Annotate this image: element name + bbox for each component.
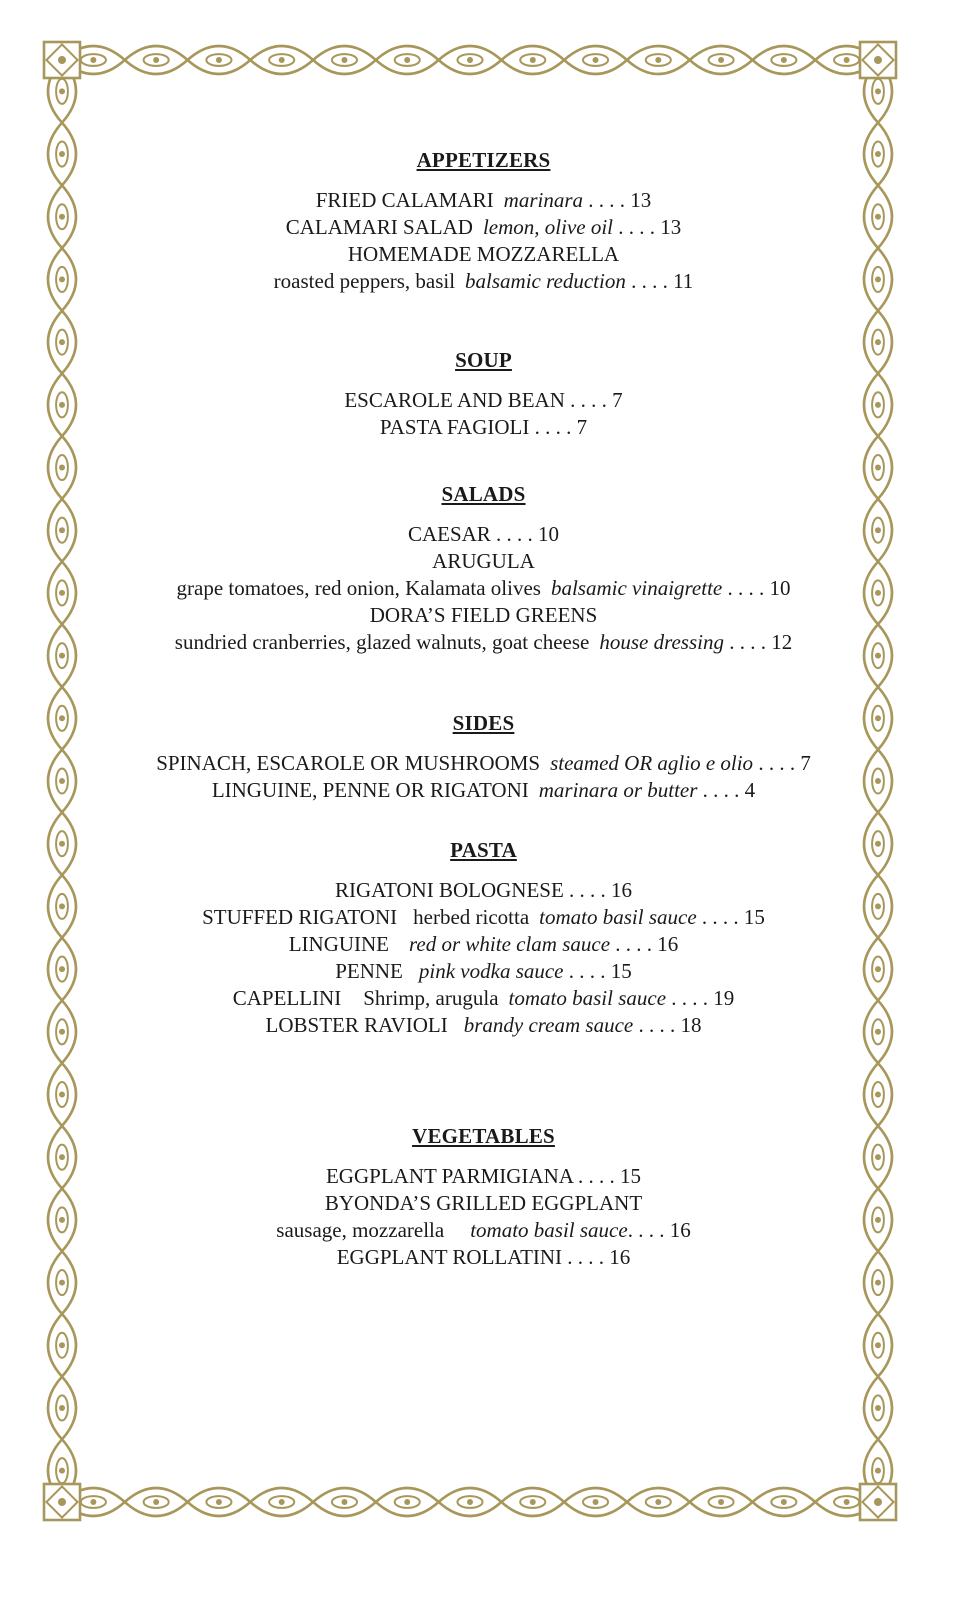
item-sauce: balsamic vinaigrette xyxy=(550,576,723,600)
menu-item-grilled-eggplant-details xyxy=(60,1217,907,1244)
menu-item-doras-field-greens xyxy=(60,602,907,629)
item-price: . . . . 15 xyxy=(563,959,632,983)
menu-item-spinach-escarole-mushrooms xyxy=(60,750,907,777)
menu-item-linguine-penne-rigatoni xyxy=(60,777,907,804)
menu-item-fried-calamari xyxy=(60,187,907,214)
menu-page xyxy=(100,0,867,1612)
section-title-appetizers: APPETIZERS xyxy=(416,148,551,172)
item-sauce: tomato basil sauce xyxy=(470,1218,628,1242)
item-price: . . . . 12 xyxy=(723,630,793,654)
menu-item-calamari-salad xyxy=(60,214,907,241)
item-name: CALAMARI SALAD xyxy=(285,215,473,239)
item-description: sausage, mozzarella xyxy=(276,1218,445,1242)
item-price: . . . . 13 xyxy=(583,188,652,212)
menu-item-eggplant-parmigiana xyxy=(60,1163,907,1190)
section-title-soup: SOUP xyxy=(455,348,512,372)
item-name: LINGUINE xyxy=(288,932,390,956)
menu-item-arugula-details xyxy=(60,575,907,602)
section-title-salads: SALADS xyxy=(441,482,526,506)
item-sauce: steamed OR aglio e olio xyxy=(550,751,754,775)
item-price: . . . . 10 xyxy=(490,522,560,546)
item-name: CAPELLINI xyxy=(232,986,342,1010)
section-title-vegetables: VEGETABLES xyxy=(412,1124,555,1148)
item-price: . . . . 16 xyxy=(627,1218,691,1242)
item-name: EGGPLANT ROLLATINI xyxy=(336,1245,563,1269)
item-price: . . . . 16 xyxy=(562,1245,631,1269)
menu-item-lobster-ravioli xyxy=(60,1012,907,1039)
item-name: FRIED CALAMARI xyxy=(315,188,494,212)
item-name: LINGUINE, PENNE OR RIGATONI xyxy=(211,778,529,802)
menu-item-pasta-fagioli xyxy=(60,414,907,441)
item-sauce: marinara xyxy=(503,188,584,212)
item-price: . . . . 15 xyxy=(572,1164,642,1188)
item-name: PASTA FAGIOLI xyxy=(379,415,530,439)
item-name: RIGATONI BOLOGNESE xyxy=(334,878,564,902)
item-name: PENNE xyxy=(335,959,403,983)
item-name: SPINACH, ESCAROLE OR MUSHROOMS xyxy=(156,751,541,775)
item-name: HOMEMADE MOZZARELLA xyxy=(347,242,620,266)
item-description: Shrimp, arugula xyxy=(363,986,499,1010)
menu-item-stuffed-rigatoni xyxy=(60,904,907,931)
menu-item-byondas-grilled-eggplant xyxy=(60,1190,907,1217)
item-sauce: house dressing xyxy=(599,630,724,654)
menu-item-caesar xyxy=(60,521,907,548)
item-price: . . . . 10 xyxy=(722,576,791,600)
item-price: . . . . 16 xyxy=(610,932,679,956)
menu-item-field-greens-details xyxy=(60,629,907,656)
menu-item-capellini xyxy=(60,985,907,1012)
item-name: STUFFED RIGATONI xyxy=(202,905,398,929)
item-sauce: lemon, olive oil xyxy=(482,215,614,239)
item-price: . . . . 4 xyxy=(697,778,756,802)
menu-item-mozzarella-details xyxy=(60,268,907,295)
item-price: . . . . 11 xyxy=(625,269,694,293)
item-sauce: red or white clam sauce xyxy=(409,932,611,956)
menu-item-rigatoni-bolognese xyxy=(60,877,907,904)
item-name: LOBSTER RAVIOLI xyxy=(265,1013,448,1037)
item-price: . . . . 18 xyxy=(633,1013,702,1037)
menu-item-escarole-and-bean xyxy=(60,387,907,414)
item-sauce: brandy cream sauce xyxy=(463,1013,634,1037)
item-name: BYONDA’S GRILLED EGGPLANT xyxy=(324,1191,643,1215)
item-price: . . . . 19 xyxy=(666,986,735,1010)
menu-item-arugula xyxy=(60,548,907,575)
item-name: CAESAR xyxy=(407,522,491,546)
item-sauce: tomato basil sauce xyxy=(539,905,697,929)
item-sauce: tomato basil sauce xyxy=(508,986,667,1010)
menu-item-linguine xyxy=(60,931,907,958)
item-price: . . . . 15 xyxy=(696,905,765,929)
item-price: . . . . 7 xyxy=(529,415,588,439)
item-name: EGGPLANT PARMIGIANA xyxy=(325,1164,573,1188)
item-description: roasted peppers, basil xyxy=(273,269,456,293)
item-price: . . . . 7 xyxy=(564,388,623,412)
item-description: sundried cranberries, glazed walnuts, goat cheese xyxy=(174,630,590,654)
item-sauce: balsamic reduction xyxy=(465,269,626,293)
item-name: ESCAROLE AND BEAN xyxy=(344,388,565,412)
item-description: herbed ricotta xyxy=(413,905,530,929)
item-sauce: marinara or butter xyxy=(538,778,698,802)
section-title-sides: SIDES xyxy=(452,711,515,735)
item-sauce: pink vodka sauce xyxy=(418,959,564,983)
item-name: ARUGULA xyxy=(432,549,535,573)
item-price: . . . . 13 xyxy=(613,215,682,239)
item-description: grape tomatoes, red onion, Kalamata olives xyxy=(176,576,541,600)
menu-item-homemade-mozzarella xyxy=(60,241,907,268)
section-title-pasta: PASTA xyxy=(450,838,517,862)
item-price: . . . . 7 xyxy=(753,751,811,775)
menu-item-eggplant-rollatini xyxy=(60,1244,907,1271)
item-price: . . . . 16 xyxy=(563,878,633,902)
item-name: DORA’S FIELD GREENS xyxy=(369,603,598,627)
menu-item-penne xyxy=(60,958,907,985)
